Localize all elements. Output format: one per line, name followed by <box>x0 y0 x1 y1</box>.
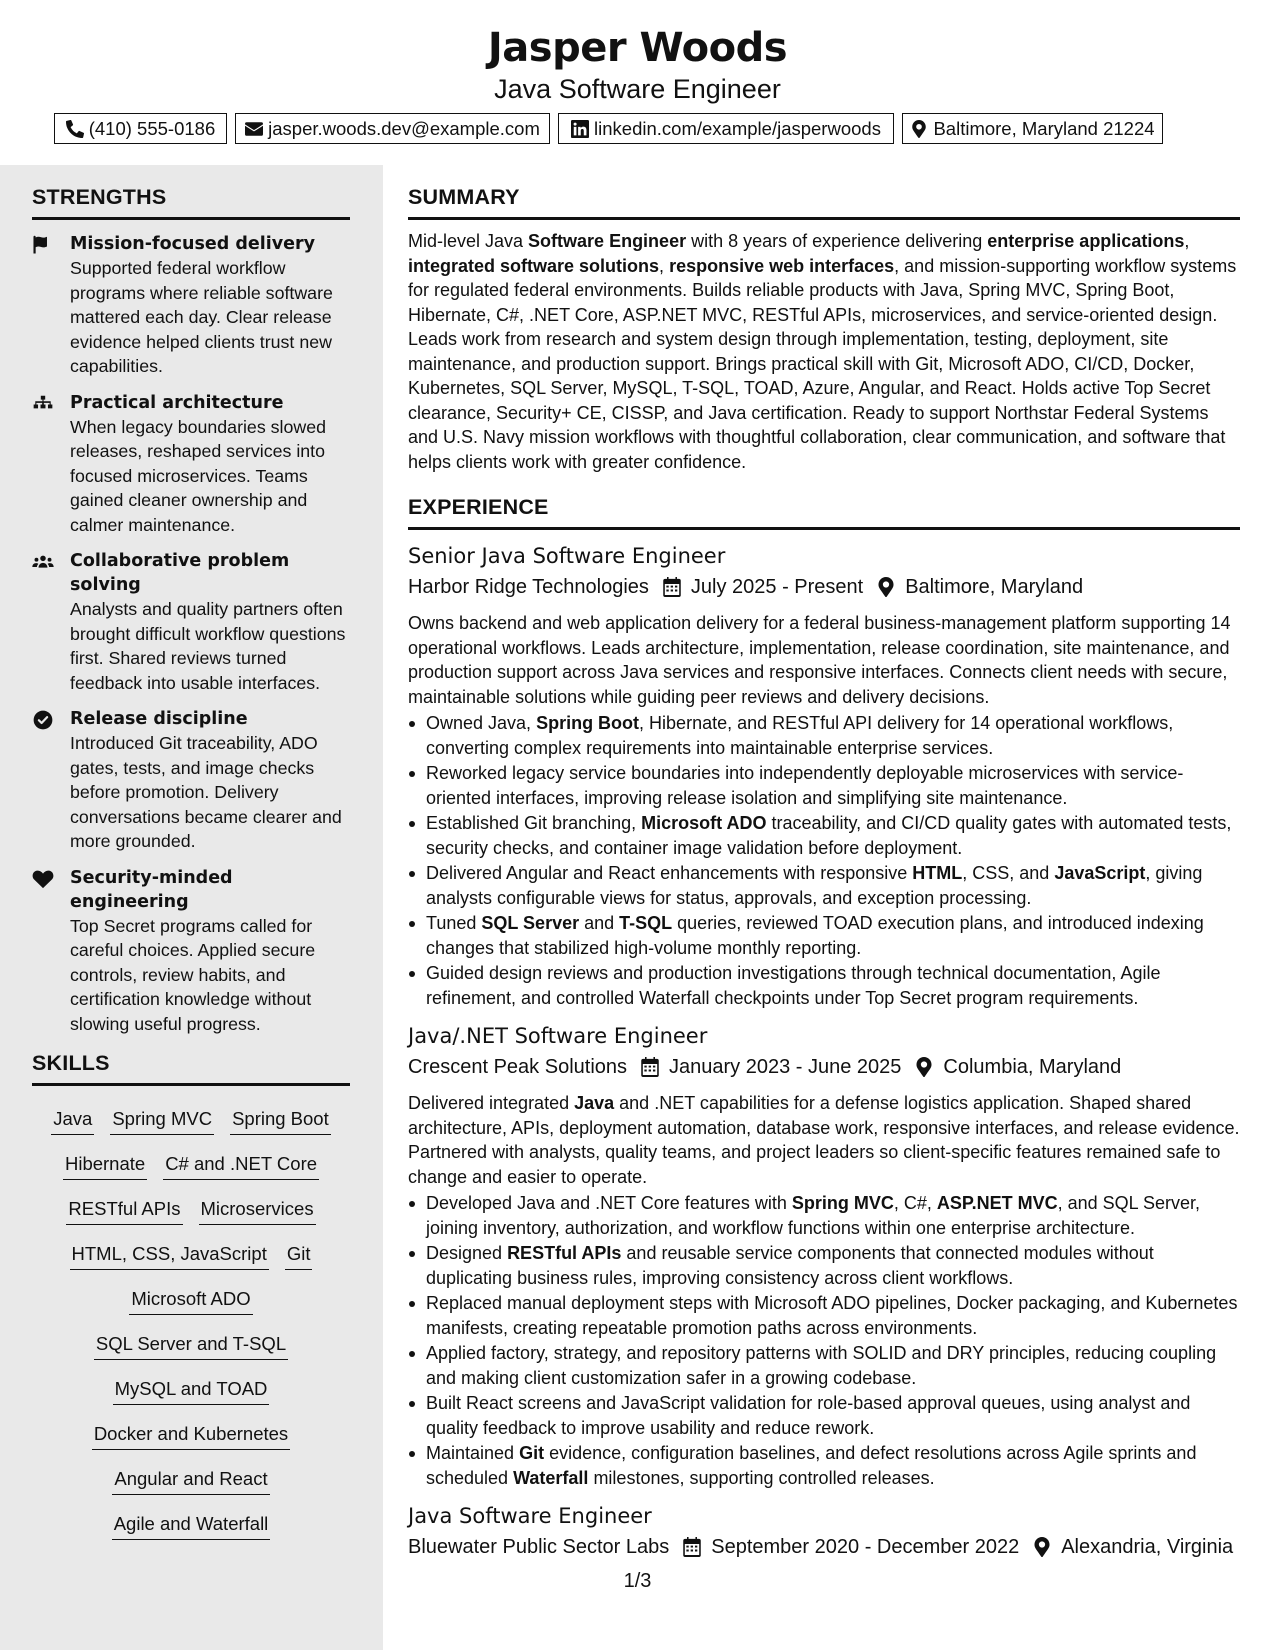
experience-section <box>408 494 1240 1562</box>
resume-header <box>0 22 1275 106</box>
text-run: , Hibernate, and RESTful API delivery for 14 operational workflows, converting complex requirements into maintainable enterprise services. <box>426 713 1174 758</box>
skill-tag: Agile and Waterfall <box>112 1512 271 1540</box>
emphasis-text: Software Engineer <box>528 231 687 251</box>
flag-icon <box>32 235 54 255</box>
text-run: Delivered Angular and React enhancements with responsive <box>426 863 913 883</box>
emphasis-text: integrated software solutions <box>408 255 660 276</box>
skills-heading: SKILLS <box>32 1050 350 1086</box>
emphasis-text: SQL Server <box>481 913 580 933</box>
job-title: Java Software Engineer <box>408 1504 652 1528</box>
strength-item <box>32 232 350 379</box>
strength-item <box>32 391 350 538</box>
bullet-item <box>408 761 1240 810</box>
job-meta <box>408 1052 1240 1082</box>
bullet-item <box>408 1391 1240 1440</box>
envelope-icon <box>245 120 263 138</box>
strength-text: Top Secret programs called for careful choices. Applied secure controls, review habits, and certification knowledge without slowing useful progress. <box>70 915 316 1034</box>
emphasis-text: responsive web interfaces <box>669 255 895 276</box>
skills-list <box>32 1098 350 1548</box>
bullet-item <box>408 711 1240 760</box>
text-run: Designed <box>426 1243 508 1263</box>
strength-title: Security-minded engineering <box>70 867 233 912</box>
emphasis-text: Git <box>519 1443 545 1463</box>
skill-tag: Angular and React <box>112 1467 269 1495</box>
job-company: Bluewater Public Sector Labs <box>408 1536 670 1558</box>
strength-text: Supported federal workflow programs where reliable software mattered each day. Clear release evidence helped clients trust new capabilities. <box>70 258 333 376</box>
job-company: Harbor Ridge Technologies <box>408 576 649 598</box>
text-run: and reusable service components that connected modules without duplicating business rules, improving consistency across client workflows. <box>426 1243 1154 1288</box>
calendar-icon <box>669 1537 711 1557</box>
bullet-item <box>408 1191 1240 1240</box>
check-circle-icon <box>32 710 54 730</box>
map-marker-icon <box>901 1057 943 1077</box>
skill-row <box>32 1233 350 1278</box>
summary-section <box>408 184 1240 474</box>
text-run: , C#, <box>893 1193 937 1213</box>
map-marker-icon <box>1019 1537 1061 1557</box>
job-description <box>408 611 1240 709</box>
skill-row <box>32 1503 350 1548</box>
strength-item <box>32 707 350 854</box>
skill-tag: Spring Boot <box>230 1107 331 1135</box>
text-run: and <box>579 913 620 933</box>
phone-text: (410) 555-0186 <box>88 117 216 139</box>
skill-tag: Microsoft ADO <box>129 1287 252 1315</box>
text-run: milestones, supporting controlled releases. <box>588 1467 935 1488</box>
strength-item <box>32 866 350 1037</box>
text-run: Developed Java and .NET Core features with <box>426 1193 792 1213</box>
text-run: evidence, configuration baselines, and defect resolutions across Agile sprints and scheduled <box>426 1443 1197 1488</box>
job-location: Columbia, Maryland <box>943 1056 1122 1078</box>
linkedin-contact[interactable] <box>558 113 894 144</box>
job-bullets <box>408 1191 1240 1490</box>
calendar-icon <box>627 1057 669 1077</box>
skill-row <box>32 1413 350 1458</box>
strength-text: Analysts and quality partners often brought difficult workflow questions first. Shared reviews turned feedback into usable interfaces. <box>70 599 346 693</box>
email-contact[interactable] <box>235 113 550 144</box>
emphasis-text: Java <box>574 1093 615 1113</box>
skill-row <box>32 1143 350 1188</box>
email-text: jasper.woods.dev@example.com <box>268 117 540 139</box>
phone-icon <box>66 120 84 138</box>
job-entry <box>408 1022 1240 1490</box>
text-run: , giving analysts configurable views for status, approvals, and exception processing. <box>426 863 1203 908</box>
text-run: Maintained <box>426 1443 520 1463</box>
linkedin-icon <box>571 120 589 138</box>
text-run: Mid-level Java <box>408 231 529 251</box>
emphasis-text: enterprise applications <box>987 231 1185 251</box>
summary-heading: SUMMARY <box>408 184 1240 220</box>
job-dates: September 2020 - December 2022 <box>711 1536 1020 1558</box>
job-location: Baltimore, Maryland <box>905 576 1084 598</box>
text-run: Applied factory, strategy, and repository patterns with SOLID and DRY principles, reducing coupling and making client customization safer in a growing codebase. <box>426 1343 1217 1388</box>
job-entry <box>408 542 1240 1010</box>
text-run: queries, reviewed TOAD execution plans, and introduced indexing changes that stabilized high-volume monthly reporting. <box>426 913 1204 958</box>
strength-title: Release discipline <box>70 709 248 729</box>
job-meta <box>408 1532 1240 1562</box>
text-run: traceability, and CI/CD quality gates with automated tests, security checks, and container image validation before deployment. <box>426 813 1232 858</box>
calendar-icon <box>649 577 691 597</box>
text-run: with 8 years of experience delivering <box>686 231 988 251</box>
text-run: Tuned <box>426 913 482 933</box>
summary-text <box>408 229 1240 474</box>
emphasis-text: T-SQL <box>619 913 673 933</box>
page-number: 1/3 <box>623 1570 652 1592</box>
users-icon <box>32 552 54 572</box>
bullet-item <box>408 911 1240 960</box>
location-text: Baltimore, Maryland 21224 <box>933 117 1155 139</box>
skill-row <box>32 1188 350 1233</box>
emphasis-text: Spring Boot <box>536 713 640 733</box>
emphasis-text: Microsoft ADO <box>641 813 767 833</box>
bullet-item <box>408 1291 1240 1340</box>
experience-heading: EXPERIENCE <box>408 494 1240 530</box>
text-run: and .NET capabilities for a defense logistics application. Shaped shared architecture, APIs, deployment automation, database work, responsive interfaces, and release evidence. Partnered with analysts, quality teams, and project leaders so client-specific features remained safe to change and easier to operate. <box>408 1093 1240 1187</box>
emphasis-text: RESTful APIs <box>507 1243 622 1263</box>
candidate-title: Java Software Engineer <box>494 74 781 104</box>
job-title: Java/.NET Software Engineer <box>408 1024 708 1048</box>
skill-tag: Java <box>51 1107 94 1135</box>
emphasis-text: JavaScript <box>1054 863 1146 883</box>
contact-bar <box>54 113 1214 144</box>
strength-text: Introduced Git traceability, ADO gates, tests, and image checks before promotion. Delivery conversations became clearer and more grounded. <box>70 733 342 851</box>
main-column <box>408 184 1240 1562</box>
bullet-item <box>408 961 1240 1010</box>
text-run: , <box>659 255 670 276</box>
skill-row <box>32 1368 350 1413</box>
text-run: , CSS, and <box>962 863 1055 883</box>
bullet-item <box>408 1341 1240 1390</box>
location-contact <box>902 113 1163 144</box>
bullet-item <box>408 811 1240 860</box>
strengths-heading: STRENGTHS <box>32 184 350 220</box>
text-run: , and SQL Server, joining inventory, authorization, and workflow functions within one enterprise architecture. <box>426 1193 1201 1238</box>
strength-item <box>32 549 350 695</box>
emphasis-text: HTML <box>912 863 963 883</box>
job-list <box>408 542 1240 1562</box>
bullet-item <box>408 1441 1240 1490</box>
emphasis-text: Spring MVC <box>791 1193 894 1213</box>
skill-tag: Spring MVC <box>110 1107 214 1135</box>
skill-tag: C# and .NET Core <box>163 1152 319 1180</box>
heart-icon <box>32 869 54 889</box>
text-run: Reworked legacy service boundaries into independently deployable microservices with service-oriented interfaces, improving release isolation and simplifying site maintenance. <box>426 763 1184 808</box>
job-meta <box>408 572 1240 602</box>
bullet-item <box>408 861 1240 910</box>
skill-tag: SQL Server and T-SQL <box>94 1332 288 1360</box>
skill-tag: Microservices <box>199 1197 316 1225</box>
skill-tag: Hibernate <box>63 1152 147 1180</box>
skill-tag: MySQL and TOAD <box>113 1377 270 1405</box>
phone-contact[interactable] <box>54 113 227 144</box>
job-entry <box>408 1502 1240 1562</box>
strength-title: Mission-focused delivery <box>70 234 316 254</box>
skill-row <box>32 1458 350 1503</box>
linkedin-text: linkedin.com/example/jasperwoods <box>594 117 881 139</box>
strength-title: Practical architecture <box>70 392 284 413</box>
strength-title: Collaborative problem solving <box>70 551 290 595</box>
text-run: Owned Java, <box>426 713 537 733</box>
skill-row <box>32 1278 350 1323</box>
text-run: Replaced manual deployment steps with Microsoft ADO pipelines, Docker packaging, and Kubernetes manifests, creating repeatable promotion paths across environments. <box>426 1293 1238 1338</box>
sitemap-icon <box>32 394 54 414</box>
text-run: Built React screens and JavaScript validation for role-based approval queues, using analyst and quality feedback to improve usability and reduce rework. <box>426 1393 1191 1438</box>
job-dates: July 2025 - Present <box>690 576 864 598</box>
skill-tag: HTML, CSS, JavaScript <box>70 1242 269 1270</box>
map-marker-icon <box>863 577 905 597</box>
skill-row <box>32 1323 350 1368</box>
skill-tag: Docker and Kubernetes <box>92 1422 290 1450</box>
candidate-name: Jasper Woods <box>487 25 788 71</box>
text-run: , <box>1184 231 1190 251</box>
emphasis-text: ASP.NET MVC <box>936 1193 1058 1213</box>
job-bullets <box>408 711 1240 1010</box>
job-company: Crescent Peak Solutions <box>408 1056 628 1078</box>
bullet-item <box>408 1241 1240 1290</box>
job-dates: January 2023 - June 2025 <box>669 1056 902 1078</box>
job-description <box>408 1091 1240 1189</box>
text-run: Delivered integrated <box>408 1093 575 1113</box>
skill-tag: Git <box>285 1242 313 1270</box>
skills-section <box>32 1050 350 1548</box>
map-marker-icon <box>910 120 928 138</box>
emphasis-text: Waterfall <box>513 1467 589 1488</box>
job-location: Alexandria, Virginia <box>1061 1536 1234 1558</box>
text-run: , and mission-supporting workflow systems for regulated federal environments. Builds reliable products with Java, Spring MVC, Spring Boot, Hibernate, C#, .NET Core, ASP.NET MVC, RESTful APIs, microservices, and service-oriented design. Leads work from research and system design through implementation, testing, deployment, site maintenance, and production support. Brings practical skill with Git, Microsoft ADO, CI/CD, Docker, Kubernetes, SQL Server, MySQL, T-SQL, TOAD, Azure, Angular, and React. Holds active Top Secret clearance, Security+ CE, CISSP, and Java certification. Ready to support Northstar Federal Systems and U.S. Navy mission workflows with thoughtful collaboration, clear communication, and software that helps clients work with greater confidence. <box>408 255 1237 472</box>
text-run: Owns backend and web application delivery for a federal business-management platform supporting 14 operational workflows. Leads architecture, implementation, release coordination, site maintenance, and production support across Java services and responsive interfaces. Connects client needs with secure, maintainable solutions while guiding peer reviews and delivery decisions. <box>408 613 1231 707</box>
job-title: Senior Java Software Engineer <box>408 544 726 568</box>
skill-tag: RESTful APIs <box>66 1197 182 1225</box>
strength-text: When legacy boundaries slowed releases, reshaped services into focused microservices. Teams gained cleaner ownership and calmer maintenance. <box>70 416 327 535</box>
text-run: Established Git branching, <box>426 813 642 833</box>
text-run: Guided design reviews and production investigations through technical documentation, Agile refinement, and controlled Waterfall checkpoints under Top Secret program requirements. <box>426 963 1161 1008</box>
skill-row <box>32 1098 350 1143</box>
strengths-section <box>32 184 350 1036</box>
